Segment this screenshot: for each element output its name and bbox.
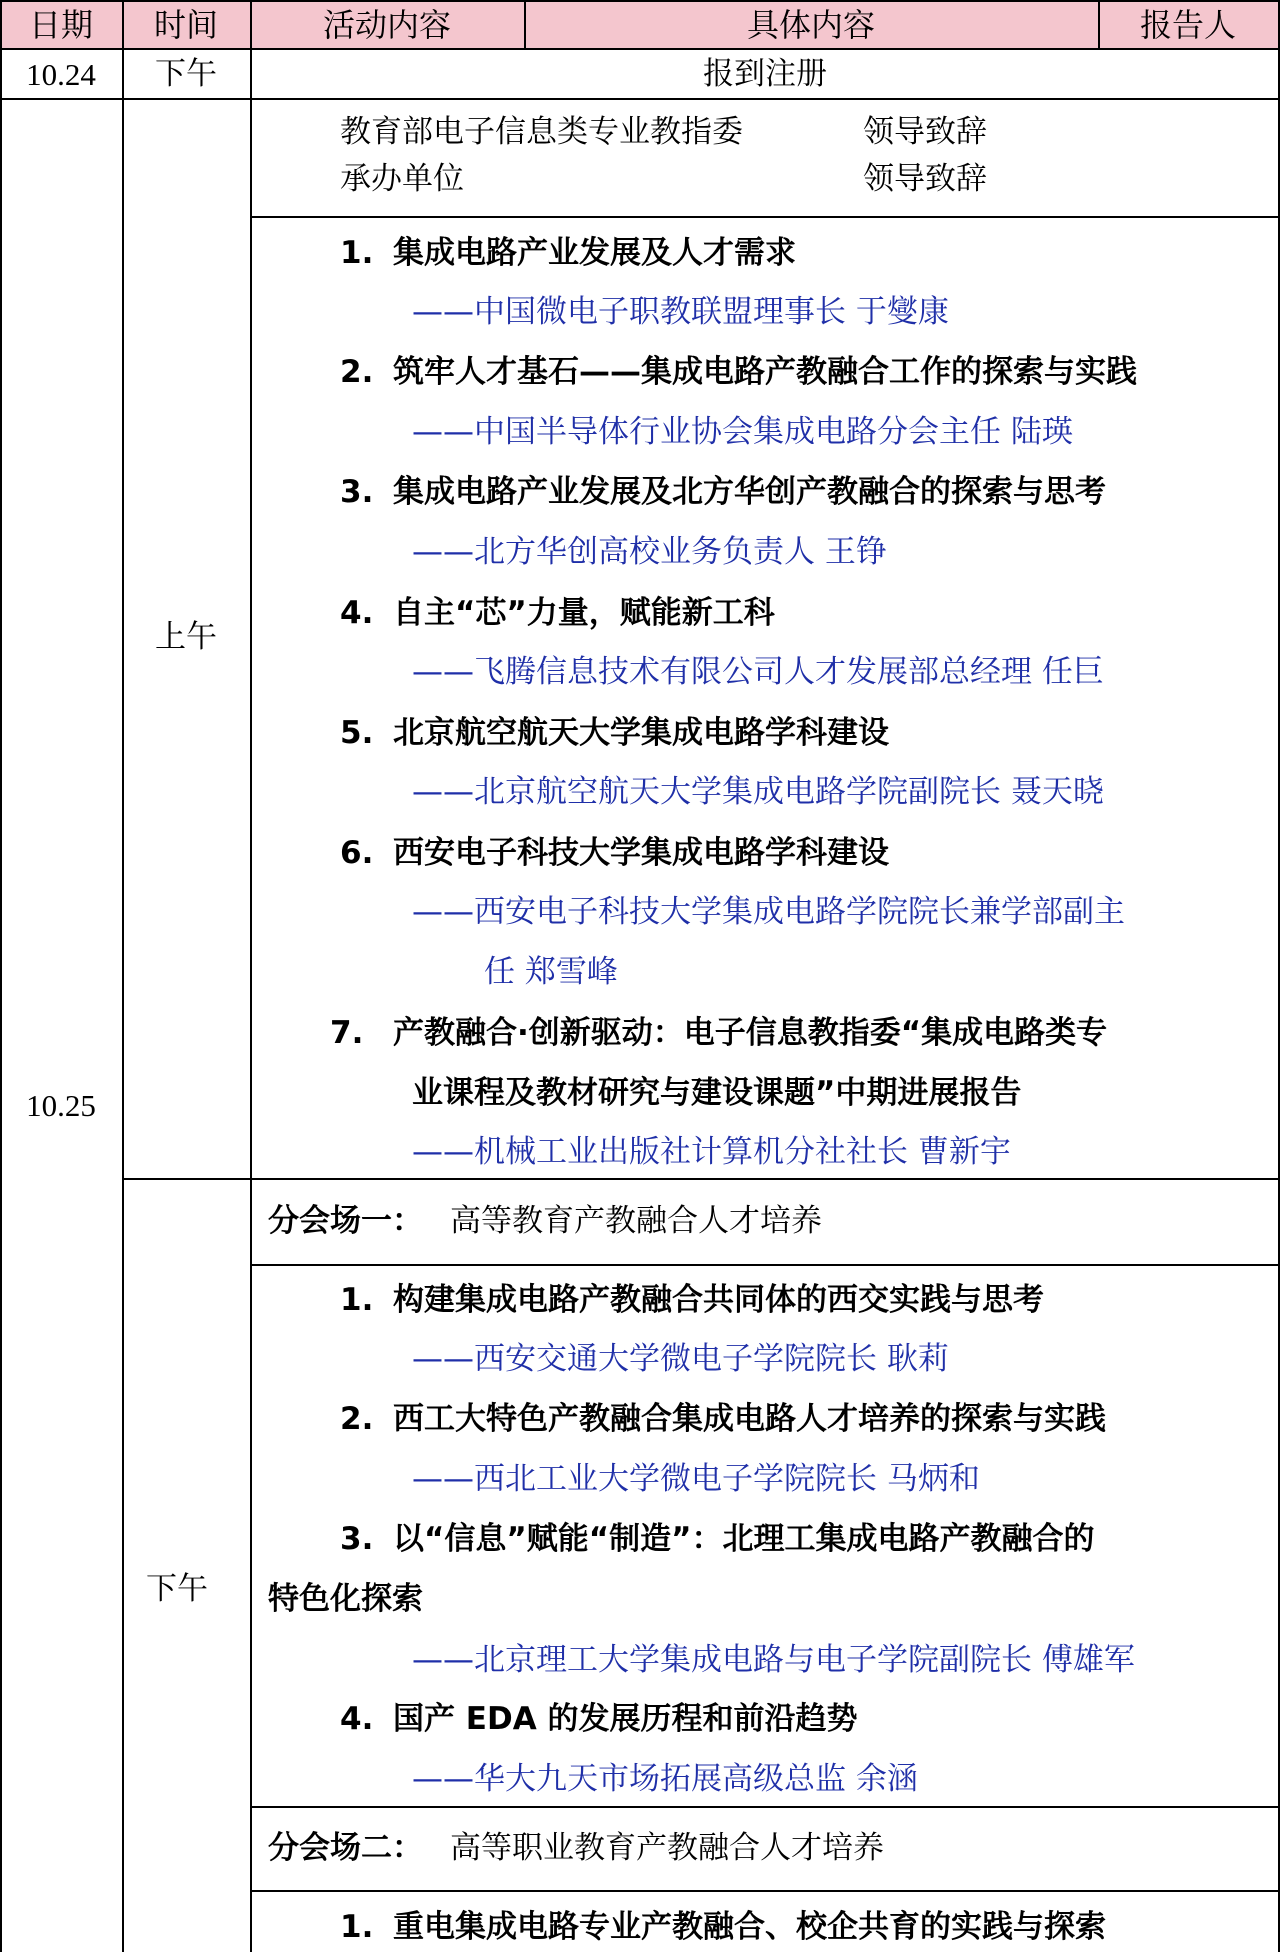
talk-number: 3. xyxy=(340,1521,374,1557)
header-time: 时间 xyxy=(153,6,218,44)
session-name: 高等教育产教融合人才培养 xyxy=(450,1203,822,1239)
talk-title: 产教融合·创新驱动：电子信息教指委“集成电路类专 xyxy=(393,1015,1108,1051)
talk-title: 以“信息”赋能“制造”：北理工集成电路产教融合的 xyxy=(393,1521,1095,1557)
talk-number: 3. xyxy=(340,474,374,510)
header-speaker: 报告人 xyxy=(1139,6,1236,44)
talk-speaker: ——北方华创高校业务负责人 王铮 xyxy=(412,534,887,570)
talk-title: 重电集成电路专业产教融合、校企共育的实践与探索 xyxy=(393,1909,1106,1945)
talk-title: 筑牢人才基石——集成电路产教融合工作的探索与实践 xyxy=(393,354,1137,390)
header-activity: 活动内容 xyxy=(322,6,451,44)
talk-speaker: ——华大九天市场拓展高级总监 余涵 xyxy=(412,1761,918,1797)
talk-speaker: ——机械工业出版社计算机分社社长 曹新宇 xyxy=(412,1134,1011,1170)
talk-title-continued: 业课程及教材研究与建设课题”中期进展报告 xyxy=(412,1075,1022,1111)
talk-speaker: ——飞腾信息技术有限公司人才发展部总经理 任巨 xyxy=(412,654,1104,690)
afternoon-time: 下午 xyxy=(146,1570,208,1607)
talk-number: 2. xyxy=(340,354,374,390)
talk-speaker: ——西北工业大学微电子学院院长 马炳和 xyxy=(412,1461,980,1497)
opening-role-1: 领导致辞 xyxy=(863,114,987,150)
talk-number: 7. xyxy=(330,1015,364,1051)
talk-speaker: ——西安电子科技大学集成电路学院院长兼学部副主 xyxy=(412,894,1125,930)
morning-time: 上午 xyxy=(155,618,217,655)
talk-title: 自主“芯”力量，赋能新工科 xyxy=(393,595,775,631)
talk-number: 6. xyxy=(340,835,374,871)
session-label: 分会场一： xyxy=(268,1203,423,1239)
day1-time: 下午 xyxy=(155,55,217,92)
day1-date: 10.24 xyxy=(26,56,96,92)
talk-title: 北京航空航天大学集成电路学科建设 xyxy=(393,715,889,751)
talk-speaker-continued: 任 郑雪峰 xyxy=(484,954,618,990)
talk-speaker: ——中国微电子职教联盟理事长 于燮康 xyxy=(412,294,949,330)
talk-title: 构建集成电路产教融合共同体的西交实践与思考 xyxy=(393,1282,1044,1318)
header-detail: 具体内容 xyxy=(746,6,875,44)
talk-number: 1. xyxy=(340,1282,374,1318)
talk-title: 集成电路产业发展及北方华创产教融合的探索与思考 xyxy=(393,474,1106,510)
talk-number: 4. xyxy=(340,595,374,631)
opening-role-2: 领导致辞 xyxy=(863,161,987,197)
session-label: 分会场二： xyxy=(268,1830,423,1866)
talk-number: 1. xyxy=(340,235,374,271)
opening-org-1: 教育部电子信息类专业教指委 xyxy=(340,114,743,150)
talk-title: 国产 EDA 的发展历程和前沿趋势 xyxy=(393,1701,858,1737)
talk-number: 4. xyxy=(340,1701,374,1737)
session-name: 高等职业教育产教融合人才培养 xyxy=(450,1830,884,1866)
talk-title: 集成电路产业发展及人才需求 xyxy=(393,235,796,271)
talk-speaker: ——中国半导体行业协会集成电路分会主任 陆瑛 xyxy=(412,414,1073,450)
opening-org-2: 承办单位 xyxy=(340,161,464,197)
talk-speaker: ——西安交通大学微电子学院院长 耿莉 xyxy=(412,1341,949,1377)
day2-date: 10.25 xyxy=(26,1087,96,1123)
day1-registration: 报到注册 xyxy=(703,55,827,92)
talk-speaker: ——北京理工大学集成电路与电子学院副院长 傅雄军 xyxy=(412,1642,1135,1678)
talk-number: 1. xyxy=(340,1909,374,1945)
talk-number: 2. xyxy=(340,1401,374,1437)
header-date: 日期 xyxy=(28,6,93,44)
talk-title: 西工大特色产教融合集成电路人才培养的探索与实践 xyxy=(393,1401,1106,1437)
talk-speaker: ——北京航空航天大学集成电路学院副院长 聂天晓 xyxy=(412,774,1104,810)
talk-title: 西安电子科技大学集成电路学科建设 xyxy=(393,835,889,871)
talk-number: 5. xyxy=(340,715,374,751)
talk-title-continued: 特色化探索 xyxy=(268,1581,423,1617)
